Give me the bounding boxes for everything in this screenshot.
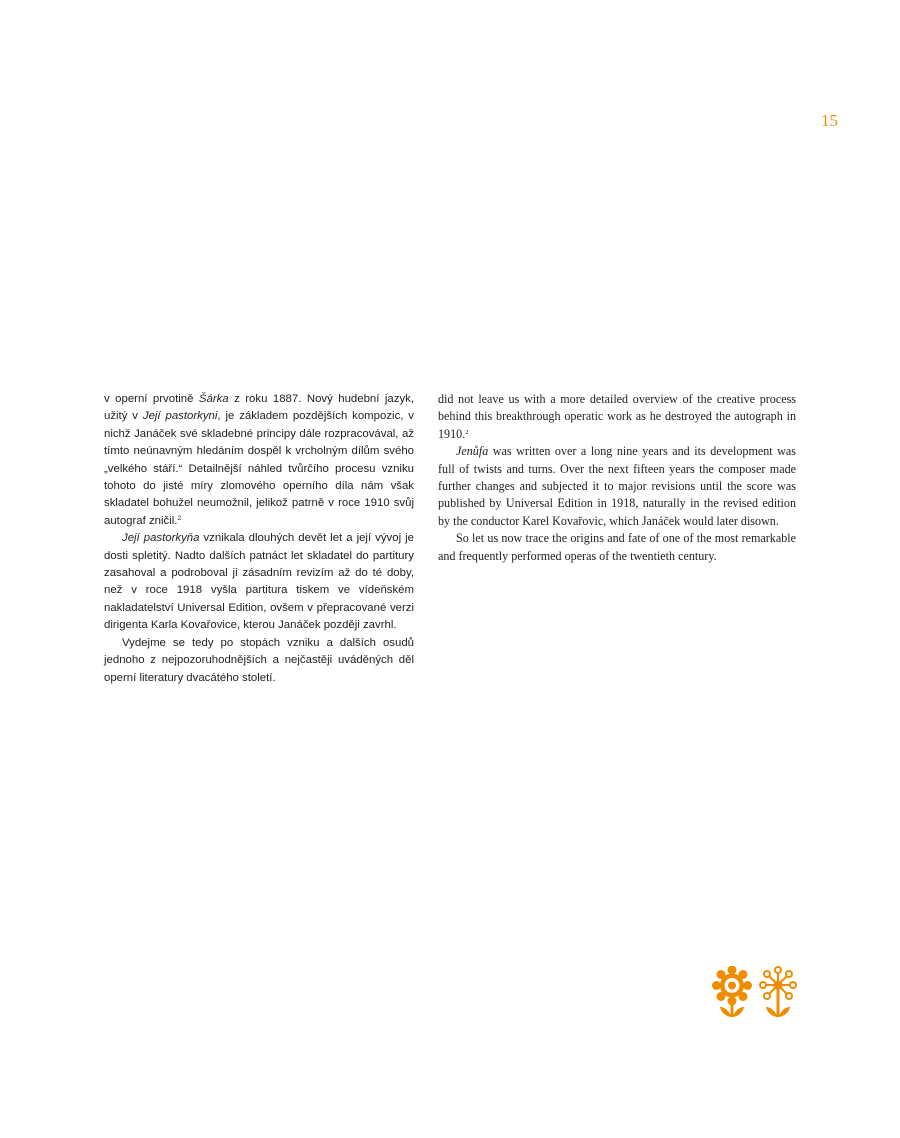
czech-column: [104, 391, 414, 687]
text-run: was written over a long nine years and its development was full of twists and turns. Over the next fifteen years the composer made further changes and subjected it to major revisions until the score was published by Universal Edition in 1918, naturally in the revised edition by the conductor Karel Kovařovic, which Janáček would later disown.: [438, 444, 796, 528]
english-paragraph-2: [438, 443, 796, 530]
english-column: [438, 391, 796, 565]
text-run: vznikala dlouhých devět let a její vývoj je dosti spletitý. Nadto dalších patnáct let skladatel do partitury zasahoval a podroboval ji zásadním revizím až do té doby, než v roce 1918 vyšla partitura tiskem ve vídeňském nakladatelství Universal Edition, ovšem v přepracované verzi dirigenta Karla Kovařovice, kterou Janáček později zavrhl.: [104, 532, 414, 632]
floral-ornament: [710, 966, 800, 1022]
flower-icon: [710, 966, 800, 1022]
title-sarka: Šárka: [198, 393, 229, 405]
text-run: v operní prvotině: [104, 393, 199, 405]
czech-paragraph-1: [104, 391, 414, 530]
page-number: 15: [821, 111, 838, 130]
text-run: did not leave us with a more detailed overview of the creative process behind this breakthrough operatic work as he destroyed the autograph in 1910.: [438, 392, 796, 441]
czech-paragraph-2: [104, 530, 414, 634]
title-jeji-pastorkyni: Její pastorkyni: [142, 410, 218, 423]
footnote-ref: 2: [465, 428, 469, 436]
english-paragraph-1: [438, 391, 796, 443]
title-jenufa: Jenůfa: [456, 444, 489, 459]
footnote-ref: 2: [177, 514, 182, 522]
czech-paragraph-3: Vydejme se tedy po stopách vzniku a dalších osudů jednoho z nejpozoruhodnějších a nejčastěji uváděných děl operní literatury dvacátého století.: [104, 636, 414, 684]
text-run: z roku 1887. Nový hudební jazyk, užitý v: [104, 393, 414, 423]
title-jeji-pastorkyna: Její pastorkyňa: [122, 532, 200, 545]
text-run: , je základem pozdějších kompozic, v nichž Janáček své skladebné principy dále rozpracovával, až tímto neúnavným hledáním dospěl k vrcholným dílům svého „velkého stáří.“ Detailnější náhled tvůrčího procesu vzniku tohoto do jisté míry zlomového operního díla nám však skladatel bohužel neumožnil, jelikož patrně v roce 1910 svůj autograf zničil.: [104, 410, 414, 527]
english-paragraph-3: So let us now trace the origins and fate of one of the most remarkable and frequently performed operas of the twentieth century.: [438, 531, 796, 563]
